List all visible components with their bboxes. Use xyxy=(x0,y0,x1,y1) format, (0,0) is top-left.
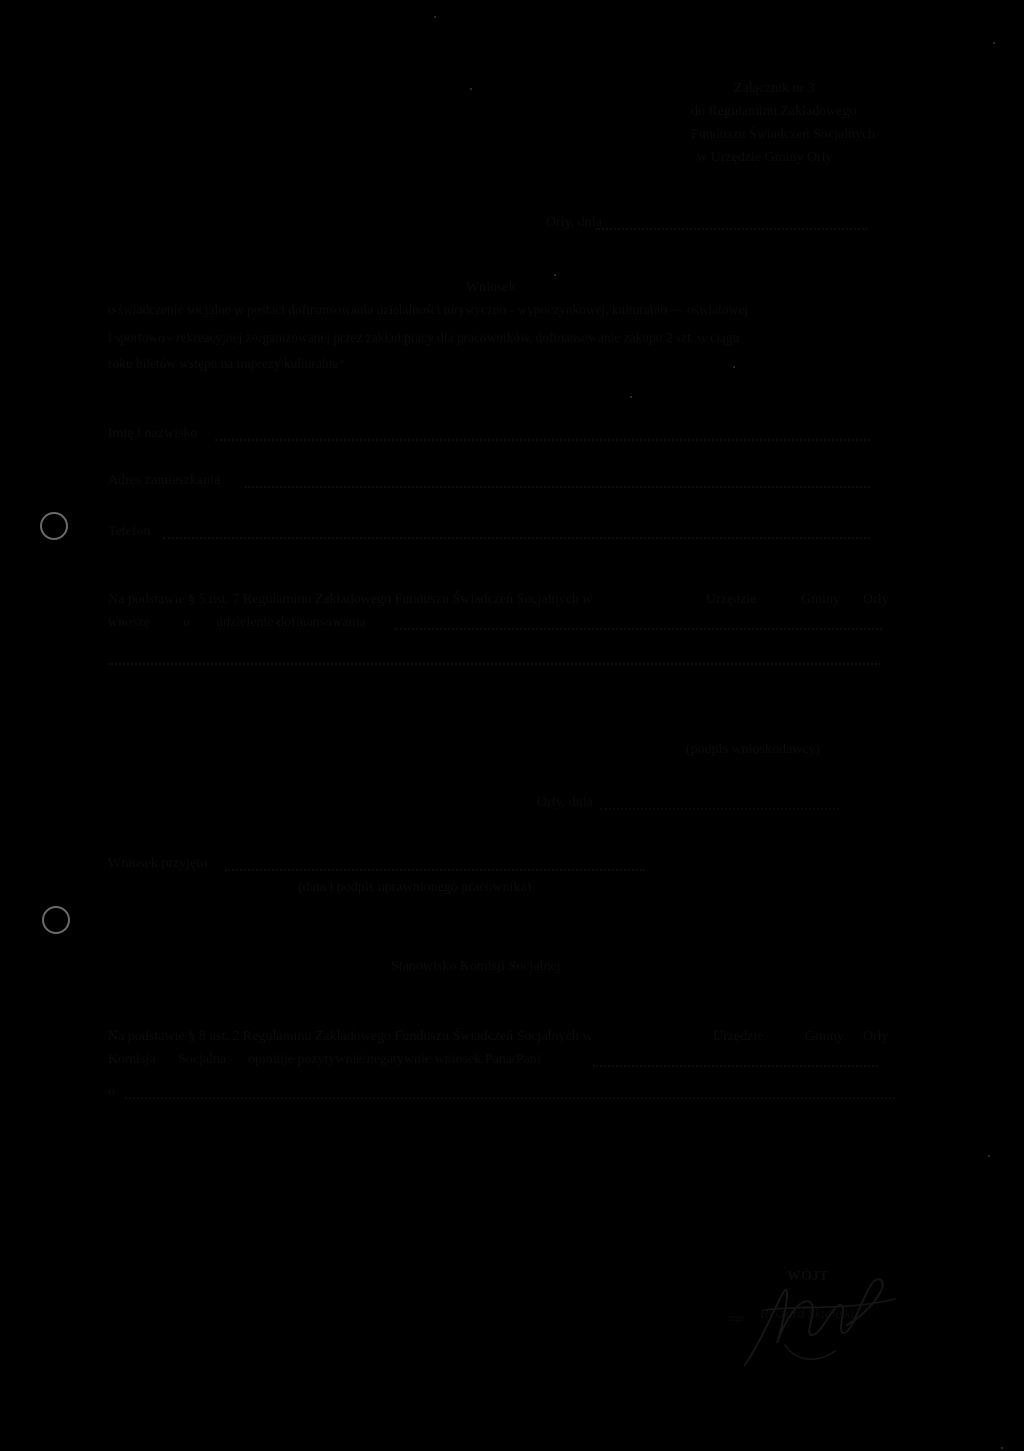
request-field-1[interactable] xyxy=(395,626,882,630)
commission-line-3-o: o xyxy=(108,1084,115,1099)
commission-line-2-rest: opiniuje pozytywnie/negatywnie wniosek Pana/Pani xyxy=(248,1052,541,1067)
address-field[interactable] xyxy=(245,484,870,488)
commission-line-1-urzedzie: Urzędzie xyxy=(713,1029,764,1044)
commission-line-1-orly: Orły xyxy=(863,1029,889,1044)
place-date-2-label: Orły, dnia xyxy=(537,795,593,810)
header-line-2: do Regulaminu Zakładowego xyxy=(691,104,857,119)
commission-heading: Stanowisko Komisji Socjalnej xyxy=(391,959,561,974)
punch-hole-top xyxy=(40,512,68,540)
punch-hole-bottom xyxy=(42,906,70,934)
stamp-name: Ryszard Skubiski xyxy=(760,1307,855,1322)
accepted-label: Wniosek przyjęto xyxy=(108,856,208,871)
request-line-1-orly: Orły xyxy=(863,592,889,607)
intro-line-3: roku biletów wstępu na imprezy kulturalne* xyxy=(108,356,345,371)
request-line-1-text: Na podstawie § 5 ust. 7 Regulaminu Zakładowego Funduszu Świadczeń Socjalnych w xyxy=(108,592,593,607)
commission-line-1-gminy: Gminy xyxy=(805,1029,844,1044)
intro-line-2: i sportowo - rekreacyjnej zorganizowanej przez zakład pracy dla pracowników, dofinansowanie zakupu 2 szt. w ciągu xyxy=(108,330,740,345)
phone-label: Telefon xyxy=(108,524,151,539)
applicant-signature-label: (podpis wnioskodawcy) xyxy=(686,742,821,757)
place-date-field[interactable] xyxy=(595,226,867,230)
request-line-1-gminy: Gminy xyxy=(801,592,840,607)
scan-speck xyxy=(554,274,556,276)
request-line-2-wnosze: wnoszę xyxy=(108,615,150,630)
handwritten-signature xyxy=(725,1255,910,1375)
request-field-2[interactable] xyxy=(108,661,880,665)
header-line-3: Funduszu Świadczeń Socjalnych xyxy=(691,127,876,142)
header-line-4: w Urzędzie Gminy Orły xyxy=(697,150,833,165)
commission-line-1-text: Na podstawie § 8 ust. 2 Regulaminu Zakładowego Funduszu Świadczeń Socjalnych w xyxy=(108,1029,593,1044)
scan-speck xyxy=(988,1155,990,1157)
place-date-label: Orły, dnia xyxy=(546,215,602,230)
request-line-1-urzedzie: Urzędzie xyxy=(706,592,757,607)
place-date-2-field[interactable] xyxy=(600,806,839,810)
scan-speck xyxy=(470,88,472,90)
scan-speck xyxy=(434,16,436,18)
form-title: Wniosek xyxy=(466,280,516,295)
name-label: Imię i nazwisko xyxy=(108,426,198,441)
commission-line-2-socjalna: Socjalna xyxy=(178,1052,227,1067)
address-label: Adres zamieszkania xyxy=(108,473,221,488)
stamp-title: WÓJT xyxy=(787,1269,829,1284)
accepted-caption: (data i podpis uprawnionego pracownika) xyxy=(298,880,532,895)
commission-field-1[interactable] xyxy=(593,1063,878,1067)
scan-speck xyxy=(1001,1447,1003,1449)
scan-speck xyxy=(733,366,735,368)
commission-field-2[interactable] xyxy=(125,1095,895,1099)
scan-speck xyxy=(993,42,995,44)
intro-line-1: o świadczenie socjalne w postaci dofinansowania działalności turystyczno - wypoczynkowej, kulturalno — oświatowej xyxy=(108,302,748,317)
accepted-field[interactable] xyxy=(225,867,645,871)
phone-field[interactable] xyxy=(163,535,870,539)
commission-line-2-komisja: Komisja xyxy=(108,1052,156,1067)
name-field[interactable] xyxy=(215,437,870,441)
stamp-prefix: mgr xyxy=(728,1313,745,1324)
header-line-1: Załącznik nr 3 xyxy=(734,81,815,96)
scan-speck xyxy=(630,396,632,398)
request-line-2-rest: udzielenie dofinansowania xyxy=(216,615,366,630)
request-line-2-o: o xyxy=(183,615,190,630)
